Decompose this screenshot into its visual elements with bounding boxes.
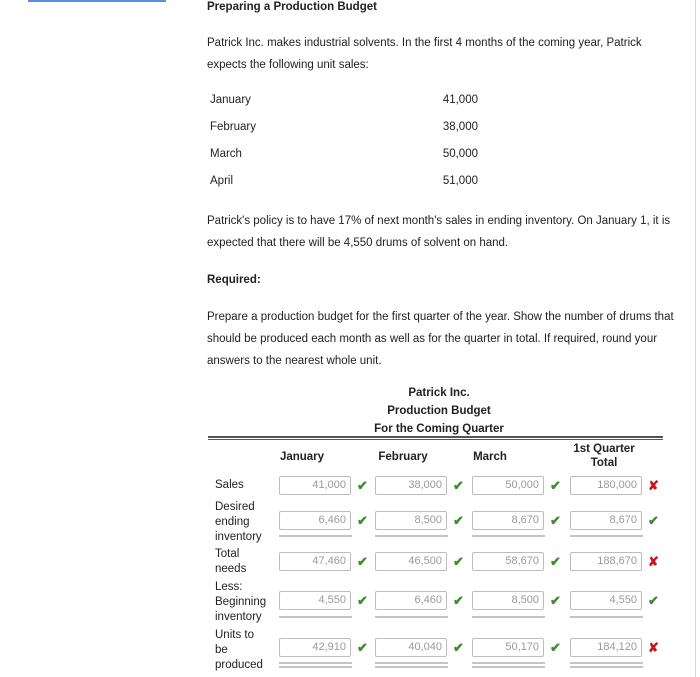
required-label: Required: xyxy=(207,274,261,286)
beginning-inventory-january-input[interactable]: 4,550 xyxy=(279,591,351,610)
total-double-rule xyxy=(375,666,448,668)
sales-units: 41,000 xyxy=(442,94,478,106)
column-header-march: March xyxy=(473,451,507,463)
units-produced-january-input[interactable]: 42,910 xyxy=(279,638,351,657)
subtotal-rule xyxy=(375,616,448,618)
subtotal-rule xyxy=(472,616,545,618)
policy-text: Patrick's policy is to have 17% of next month's sales in ending inventory. On January 1, it is expected that there will be 4,550 drums of solvent on hand. xyxy=(207,215,671,249)
row-label-sales: Sales xyxy=(215,479,244,491)
check-icon: ✔ xyxy=(453,513,464,528)
total-double-rule xyxy=(279,666,352,668)
budget-company: Patrick Inc. xyxy=(408,387,470,399)
total-double-rule xyxy=(472,662,545,664)
check-icon: ✔ xyxy=(357,593,368,608)
check-icon: ✔ xyxy=(648,593,659,608)
ending-inventory-february-input[interactable]: 8,500 xyxy=(375,511,447,530)
row-label-units-to-be-produced: Units to be produced xyxy=(215,629,263,671)
units-produced-quarter-input[interactable]: 184,120 xyxy=(570,638,642,657)
sales-month: April xyxy=(210,175,234,187)
budget-name: Production Budget xyxy=(387,405,491,417)
beginning-inventory-march-input[interactable]: 8,500 xyxy=(472,591,544,610)
total-double-rule xyxy=(570,662,643,664)
beginning-inventory-quarter-input[interactable]: 4,550 xyxy=(570,591,642,610)
total-double-rule xyxy=(279,662,352,664)
check-icon: ✔ xyxy=(648,513,659,528)
check-icon: ✔ xyxy=(357,513,368,528)
sales-month: January xyxy=(210,94,251,106)
total-double-rule xyxy=(570,666,643,668)
budget-period: For the Coming Quarter xyxy=(374,423,504,435)
check-icon: ✔ xyxy=(357,640,368,655)
subtotal-rule xyxy=(279,616,352,618)
sales-february-input[interactable]: 38,000 xyxy=(375,476,447,495)
total-needs-january-input[interactable]: 47,460 xyxy=(279,552,351,571)
intro-text: Patrick Inc. makes industrial solvents. In the first 4 months of the coming year, Patrick expects the following unit sales: xyxy=(207,37,642,71)
column-header-january: January xyxy=(279,451,325,463)
subtotal-rule xyxy=(570,616,643,618)
sales-units: 38,000 xyxy=(442,121,478,133)
column-header-february: February xyxy=(378,451,428,463)
total-needs-quarter-input[interactable]: 188,670 xyxy=(570,552,642,571)
table-top-rule-double xyxy=(208,439,663,440)
instructions-text: Prepare a production budget for the first quarter of the year. Show the number of drums that should be produced each month as well as for the quarter in total. If required, round your answers to the nearest whole unit. xyxy=(207,311,674,367)
total-double-rule xyxy=(472,666,545,668)
sales-march-input[interactable]: 50,000 xyxy=(472,476,544,495)
sales-january-input[interactable]: 41,000 xyxy=(279,476,351,495)
sales-month: March xyxy=(210,148,242,160)
table-top-rule xyxy=(208,436,663,438)
units-produced-march-input[interactable]: 50,170 xyxy=(472,638,544,657)
cross-icon: ✘ xyxy=(648,554,659,569)
subtotal-rule xyxy=(279,535,352,537)
beginning-inventory-february-input[interactable]: 6,460 xyxy=(375,591,447,610)
total-double-rule xyxy=(375,662,448,664)
check-icon: ✔ xyxy=(357,478,368,493)
cross-icon: ✘ xyxy=(648,640,659,655)
total-needs-february-input[interactable]: 46,500 xyxy=(375,552,447,571)
check-icon: ✔ xyxy=(550,478,561,493)
page-title: Preparing a Production Budget xyxy=(207,1,377,13)
check-icon: ✔ xyxy=(357,554,368,569)
ending-inventory-january-input[interactable]: 6,460 xyxy=(279,511,351,530)
sales-units: 50,000 xyxy=(442,148,478,160)
check-icon: ✔ xyxy=(453,640,464,655)
check-icon: ✔ xyxy=(453,593,464,608)
sales-units: 51,000 xyxy=(442,175,478,187)
subtotal-rule xyxy=(375,535,448,537)
sales-quarter-input[interactable]: 180,000 xyxy=(570,476,642,495)
subtotal-rule xyxy=(472,535,545,537)
subtotal-rule xyxy=(570,535,643,537)
column-header-quarter-total: 1st Quarter Total xyxy=(573,443,635,469)
check-icon: ✔ xyxy=(550,640,561,655)
top-accent-line xyxy=(28,0,166,2)
right-divider xyxy=(695,0,696,677)
row-label-total-needs: Total needs xyxy=(215,548,247,575)
units-produced-february-input[interactable]: 40,040 xyxy=(375,638,447,657)
cross-icon: ✘ xyxy=(648,478,659,493)
total-needs-march-input[interactable]: 58,670 xyxy=(472,552,544,571)
check-icon: ✔ xyxy=(453,554,464,569)
ending-inventory-march-input[interactable]: 8,670 xyxy=(472,511,544,530)
check-icon: ✔ xyxy=(550,513,561,528)
check-icon: ✔ xyxy=(453,478,464,493)
row-label-desired-ending-inventory: Desired ending inventory xyxy=(215,501,262,543)
check-icon: ✔ xyxy=(550,593,561,608)
sales-month: February xyxy=(210,121,257,133)
ending-inventory-quarter-input[interactable]: 8,670 xyxy=(570,511,642,530)
check-icon: ✔ xyxy=(550,554,561,569)
row-label-less-beginning-inventory: Less: Beginning inventory xyxy=(215,581,267,623)
